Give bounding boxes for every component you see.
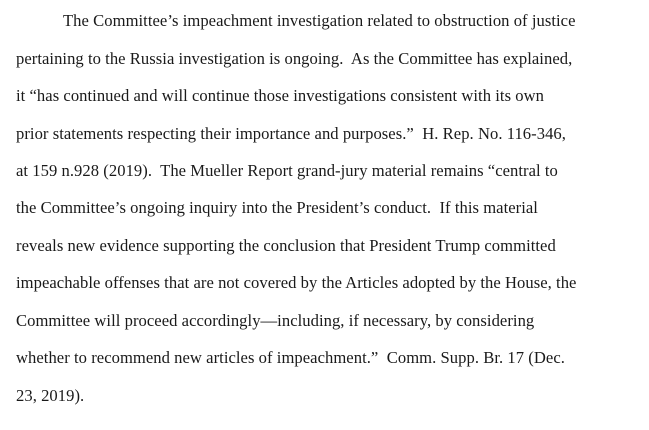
paragraph-line-7: reveals new evidence supporting the conclusion that President Trump committed <box>16 236 556 255</box>
paragraph-line-10: whether to recommend new articles of impeachment.” Comm. Supp. Br. 17 (Dec. <box>16 348 565 367</box>
paragraph-line-4: prior statements respecting their importance and purposes.” H. Rep. No. 116-346, <box>16 124 566 143</box>
paragraph-line-3: it “has continued and will continue those investigations consistent with its own <box>16 86 545 105</box>
paragraph-line-9: Committee will proceed accordingly—including, if necessary, by considering <box>16 311 535 330</box>
paragraph-line-5: at 159 n.928 (2019). The Mueller Report grand-jury material remains “central to <box>16 161 558 180</box>
paragraph-line-1: The Committee’s impeachment investigation related to obstruction of justice <box>63 11 576 30</box>
paragraph-line-2: pertaining to the Russia investigation is ongoing. As the Committee has explained, <box>16 49 573 68</box>
paragraph-line-8: impeachable offenses that are not covered by the Articles adopted by the House, the <box>16 273 577 292</box>
paragraph-line-11: 23, 2019). <box>16 386 85 405</box>
paragraph-line-6: the Committee’s ongoing inquiry into the President’s conduct. If this material <box>16 198 538 217</box>
